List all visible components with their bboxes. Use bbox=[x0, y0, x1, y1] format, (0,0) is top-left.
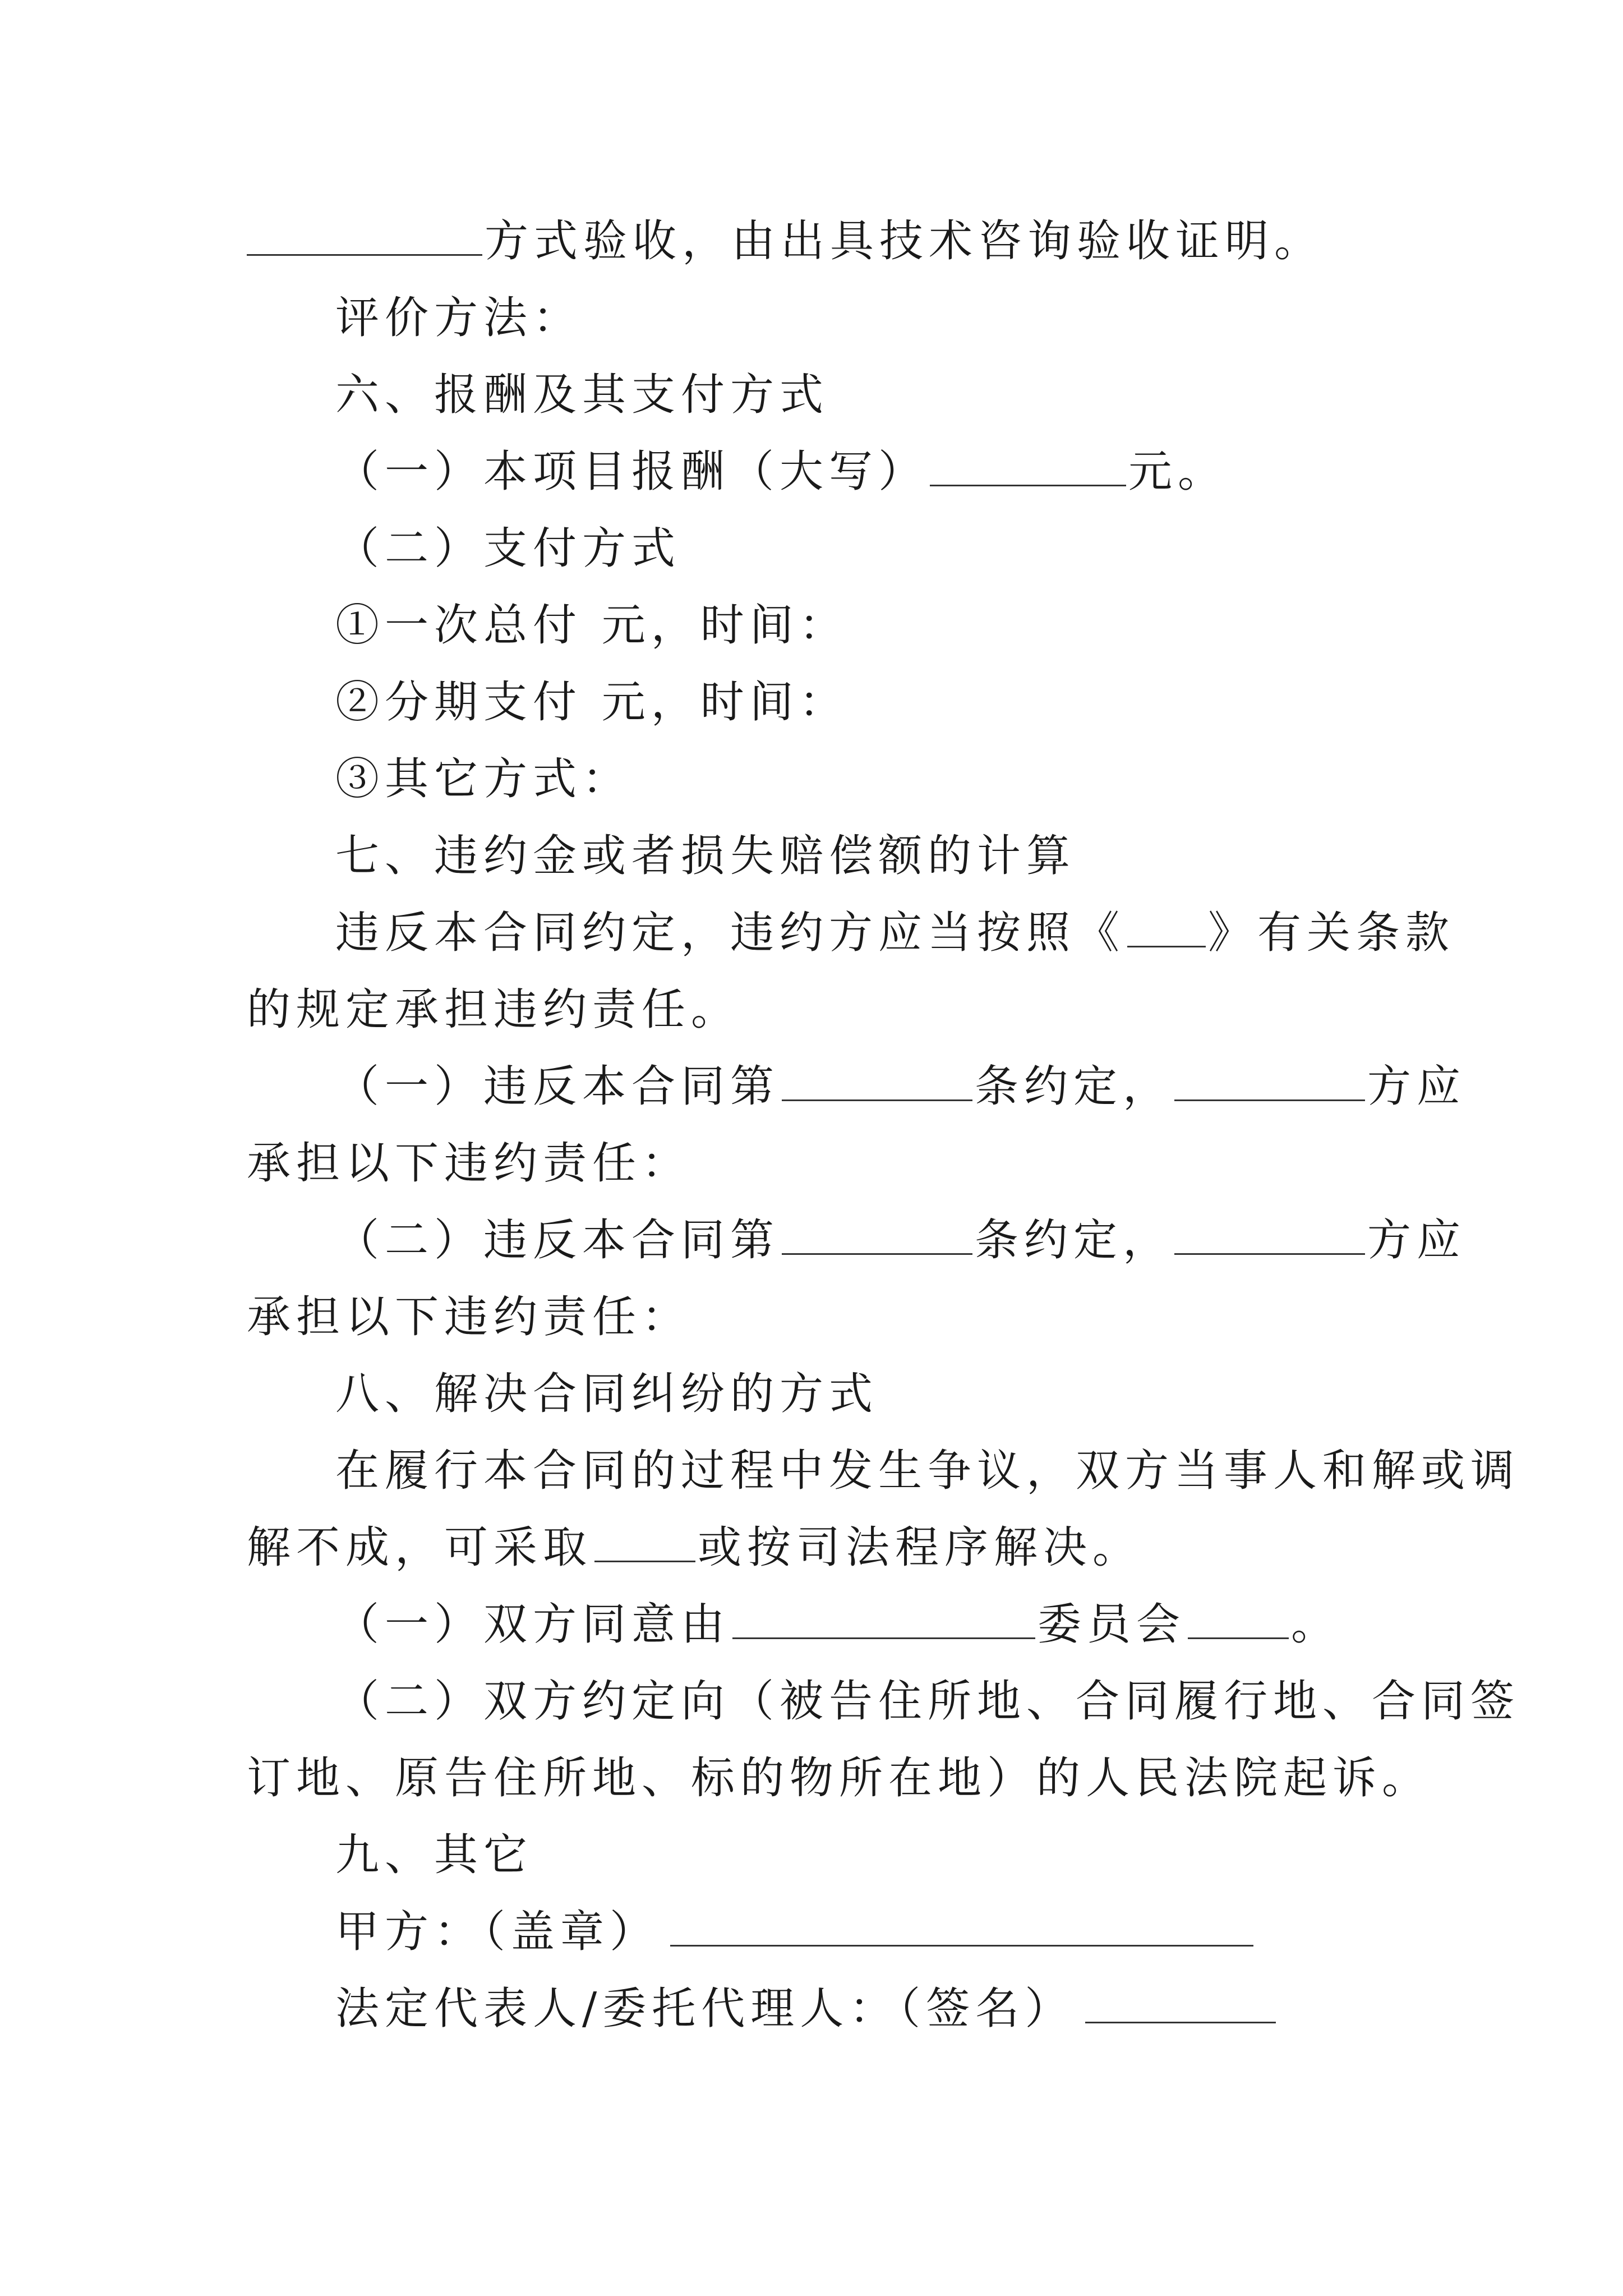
text-party-should-2: 方应 bbox=[1367, 1215, 1467, 1266]
text-breach-clause-1: （一）违反本合同第 bbox=[335, 1061, 780, 1112]
line-legal-representative bbox=[335, 1981, 1278, 2037]
text-dispute-method: 解不成，可采取 bbox=[247, 1522, 593, 1573]
line-fee-amount bbox=[335, 444, 1227, 500]
line-court-jurisdiction-2: 订地、原告住所地、标的物所在地）的人民法院起诉。 bbox=[247, 1753, 1432, 1803]
line-party-a-seal bbox=[335, 1904, 1256, 1960]
text-acceptance: 方式验收，由出具技术咨询验收证明。 bbox=[485, 216, 1324, 266]
blank-clause-number-2[interactable] bbox=[782, 1216, 972, 1255]
blank-acceptance-method[interactable] bbox=[247, 217, 482, 256]
line-dispute-method bbox=[247, 1520, 1142, 1576]
blank-arbitration-name[interactable] bbox=[732, 1600, 1035, 1639]
line-dispute-intro: 在履行本合同的过程中发生争议，双方当事人和解或调 bbox=[335, 1446, 1520, 1496]
line-court-jurisdiction-1: （二）双方约定向（被告住所地、合同履行地、合同签 bbox=[335, 1676, 1520, 1727]
heading-section-8: 八、解决合同纠纷的方式 bbox=[335, 1369, 879, 1419]
blank-party-2[interactable] bbox=[1174, 1216, 1365, 1255]
line-acceptance bbox=[247, 213, 1324, 269]
line-payment-other: ③其它方式： bbox=[335, 754, 632, 804]
line-breach-liability: 的规定承担违约责任。 bbox=[247, 984, 741, 1035]
text-legal-representative: 法定代表人/委托代理人：（签名） bbox=[335, 1984, 1075, 2034]
text-party-a-seal: 甲方：（盖章） bbox=[335, 1907, 660, 1957]
text-judicial-procedure: 或按司法程序解决。 bbox=[698, 1522, 1142, 1573]
text-period: 。 bbox=[1291, 1599, 1341, 1650]
text-arbitration-agree: （一）双方同意由 bbox=[335, 1599, 731, 1650]
blank-arbitration-action[interactable] bbox=[1188, 1600, 1289, 1639]
line-payment-lump-sum: ①一次总付 元，时间： bbox=[335, 600, 849, 651]
line-breach-law bbox=[335, 905, 1455, 961]
text-party-should-1: 方应 bbox=[1367, 1061, 1467, 1112]
text-clause-agreement-1: 条约定， bbox=[975, 1061, 1173, 1112]
line-breach-clause-2 bbox=[335, 1212, 1466, 1268]
text-fee-amount: （一）本项目报酬（大写） bbox=[335, 447, 928, 497]
line-evaluation-method: 评价方法： bbox=[335, 293, 583, 343]
blank-clause-number-1[interactable] bbox=[782, 1062, 972, 1101]
line-arbitration bbox=[335, 1596, 1340, 1653]
blank-fee-amount[interactable] bbox=[930, 448, 1126, 486]
blank-dispute-method[interactable] bbox=[594, 1524, 695, 1562]
line-bear-liability-1: 承担以下违约责任： bbox=[247, 1138, 691, 1189]
heading-section-6: 六、报酬及其支付方式 bbox=[335, 370, 829, 420]
text-fee-unit: 元。 bbox=[1128, 447, 1228, 497]
blank-law-name[interactable] bbox=[1127, 909, 1206, 947]
text-clause-agreement-2: 条约定， bbox=[975, 1215, 1173, 1266]
text-breach-law-tail: 》有关条款 bbox=[1208, 908, 1455, 958]
blank-signature[interactable] bbox=[1085, 1985, 1276, 2023]
line-payment-method: （二）支付方式 bbox=[335, 523, 681, 574]
text-breach-clause-2: （二）违反本合同第 bbox=[335, 1215, 780, 1266]
line-payment-installment: ②分期支付 元，时间： bbox=[335, 677, 849, 728]
blank-party-1[interactable] bbox=[1174, 1062, 1365, 1101]
heading-section-7: 七、违约金或者损失赔偿额的计算 bbox=[335, 831, 1076, 881]
text-breach-law: 违反本合同约定，违约方应当按照《 bbox=[335, 908, 1126, 958]
text-committee: 委员会 bbox=[1038, 1599, 1186, 1650]
blank-party-a-seal[interactable] bbox=[670, 1908, 1253, 1947]
heading-section-9: 九、其它 bbox=[335, 1830, 533, 1880]
line-bear-liability-2: 承担以下违约责任： bbox=[247, 1292, 691, 1342]
line-breach-clause-1 bbox=[335, 1059, 1466, 1115]
